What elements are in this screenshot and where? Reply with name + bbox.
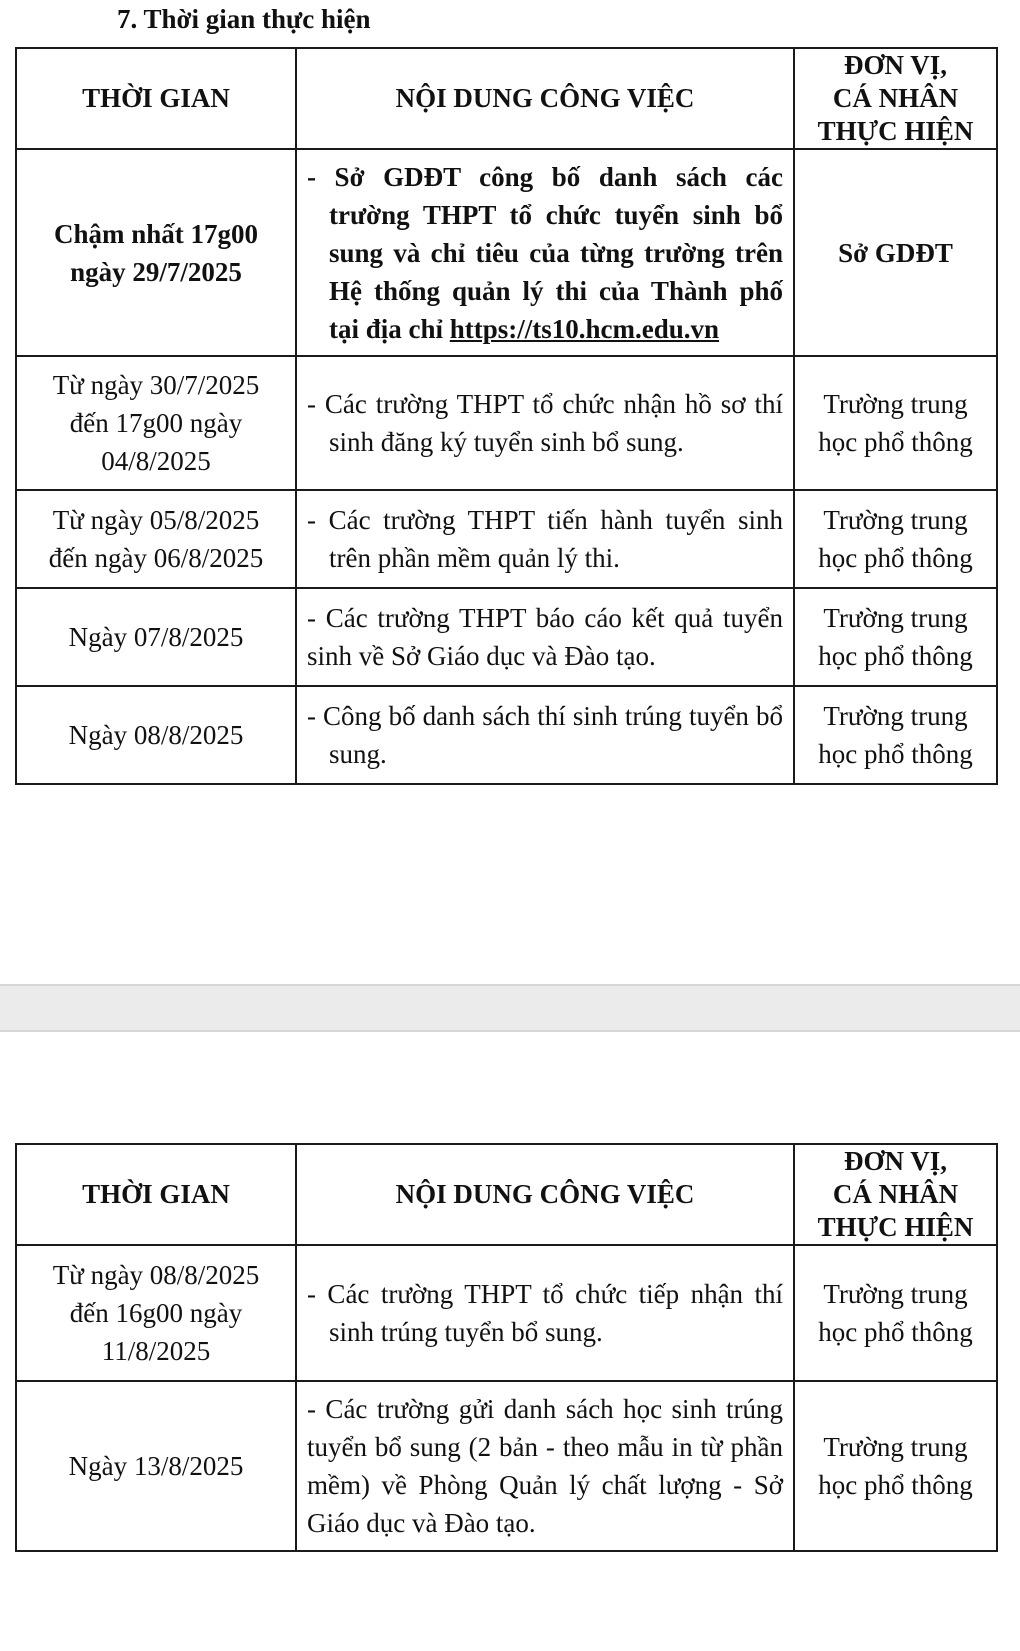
task-cell [296, 1245, 794, 1381]
header-unit-line1: ĐƠN VỊ, [843, 1146, 948, 1176]
unit-cell: Trường trung học phổ thông [794, 490, 997, 588]
header-unit [794, 1144, 997, 1245]
unit-cell: Trường trung học phổ thông [794, 588, 997, 686]
table-header-row [16, 1144, 997, 1245]
section-title: 7. Thời gian thực hiện [117, 4, 371, 34]
task-text: - Các trường THPT báo cáo kết quả tuyển sinh về Sở Giáo dục và Đào tạo. [307, 603, 783, 671]
table-row [16, 588, 997, 686]
table-row [16, 356, 997, 490]
ts10-link[interactable]: https://ts10.hcm.edu.vn [449, 313, 720, 344]
header-task: NỘI DUNG CÔNG VIỆC [296, 1144, 794, 1245]
table-row [16, 149, 997, 356]
time-cell [16, 490, 296, 588]
header-unit-line3: THỰC HIỆN [817, 1212, 974, 1242]
time-cell [16, 149, 296, 356]
task-cell [296, 356, 794, 490]
time-line: đến 16g00 ngày [69, 1298, 243, 1328]
unit-cell: Trường trung học phổ thông [794, 1381, 997, 1551]
time-line: Từ ngày 08/8/2025 [52, 1260, 260, 1290]
time-line: đến 17g00 ngày [69, 408, 243, 438]
unit-cell: Trường trung học phổ thông [794, 686, 997, 784]
header-unit-line1: ĐƠN VỊ, [843, 50, 948, 80]
time-line: Chậm nhất 17g00 [53, 218, 259, 249]
header-time: THỜI GIAN [16, 1144, 296, 1245]
time-line: Từ ngày 05/8/2025 [52, 505, 260, 535]
time-line: đến ngày 06/8/2025 [48, 543, 264, 573]
task-cell [296, 490, 794, 588]
header-time: THỜI GIAN [16, 48, 296, 149]
task-text: - Công bố danh sách thí sinh trúng tuyển bổ sung. [307, 701, 783, 769]
time-line: 11/8/2025 [101, 1336, 211, 1366]
header-unit-line2: CÁ NHÂN [832, 1179, 959, 1209]
table-row [16, 1245, 997, 1381]
task-text: - Các trường THPT tổ chức nhận hồ sơ thí sinh đăng ký tuyển sinh bổ sung. [307, 389, 783, 457]
table-row [16, 490, 997, 588]
time-line: Từ ngày 30/7/2025 [52, 370, 260, 400]
header-unit-line2: CÁ NHÂN [832, 83, 959, 113]
time-cell [16, 1245, 296, 1381]
time-cell: Ngày 07/8/2025 [16, 588, 296, 686]
time-line: ngày 29/7/2025 [70, 256, 242, 287]
task-cell [296, 1381, 794, 1551]
header-task: NỘI DUNG CÔNG VIỆC [296, 48, 794, 149]
table-row [16, 686, 997, 784]
header-unit-line3: THỰC HIỆN [817, 116, 974, 146]
header-unit [794, 48, 997, 149]
task-text: - Các trường gửi danh sách học sinh trúng tuyển bổ sung (2 bản - theo mẫu in từ phần mềm) về Phòng Quản lý chất lượng - Sở Giáo dục và Đào tạo. [307, 1394, 783, 1538]
table-header-row [16, 48, 997, 149]
task-cell [296, 149, 794, 356]
task-text: - Các trường THPT tổ chức tiếp nhận thí sinh trúng tuyển bổ sung. [307, 1279, 783, 1347]
task-cell [296, 686, 794, 784]
page-separator [0, 984, 1020, 1032]
time-cell: Ngày 08/8/2025 [16, 686, 296, 784]
unit-cell: Sở GDĐT [794, 149, 997, 356]
task-text [307, 158, 783, 348]
time-cell [16, 356, 296, 490]
unit-cell: Trường trung học phổ thông [794, 1245, 997, 1381]
task-text: - Các trường THPT tiến hành tuyển sinh trên phần mềm quản lý thi. [307, 505, 783, 573]
table-row [16, 1381, 997, 1551]
task-cell [296, 588, 794, 686]
schedule-table-2 [15, 1143, 998, 1552]
task-text-body: - Sở GDĐT công bố danh sách các trường THPT tổ chức tuyển sinh bổ sung và chỉ tiêu của từng trường trên Hệ thống quản lý thi của Thành phố tại địa chỉ [307, 161, 783, 344]
time-cell: Ngày 13/8/2025 [16, 1381, 296, 1551]
time-line: 04/8/2025 [101, 446, 211, 476]
unit-cell: Trường trung học phổ thông [794, 356, 997, 490]
schedule-table-1 [15, 47, 998, 785]
